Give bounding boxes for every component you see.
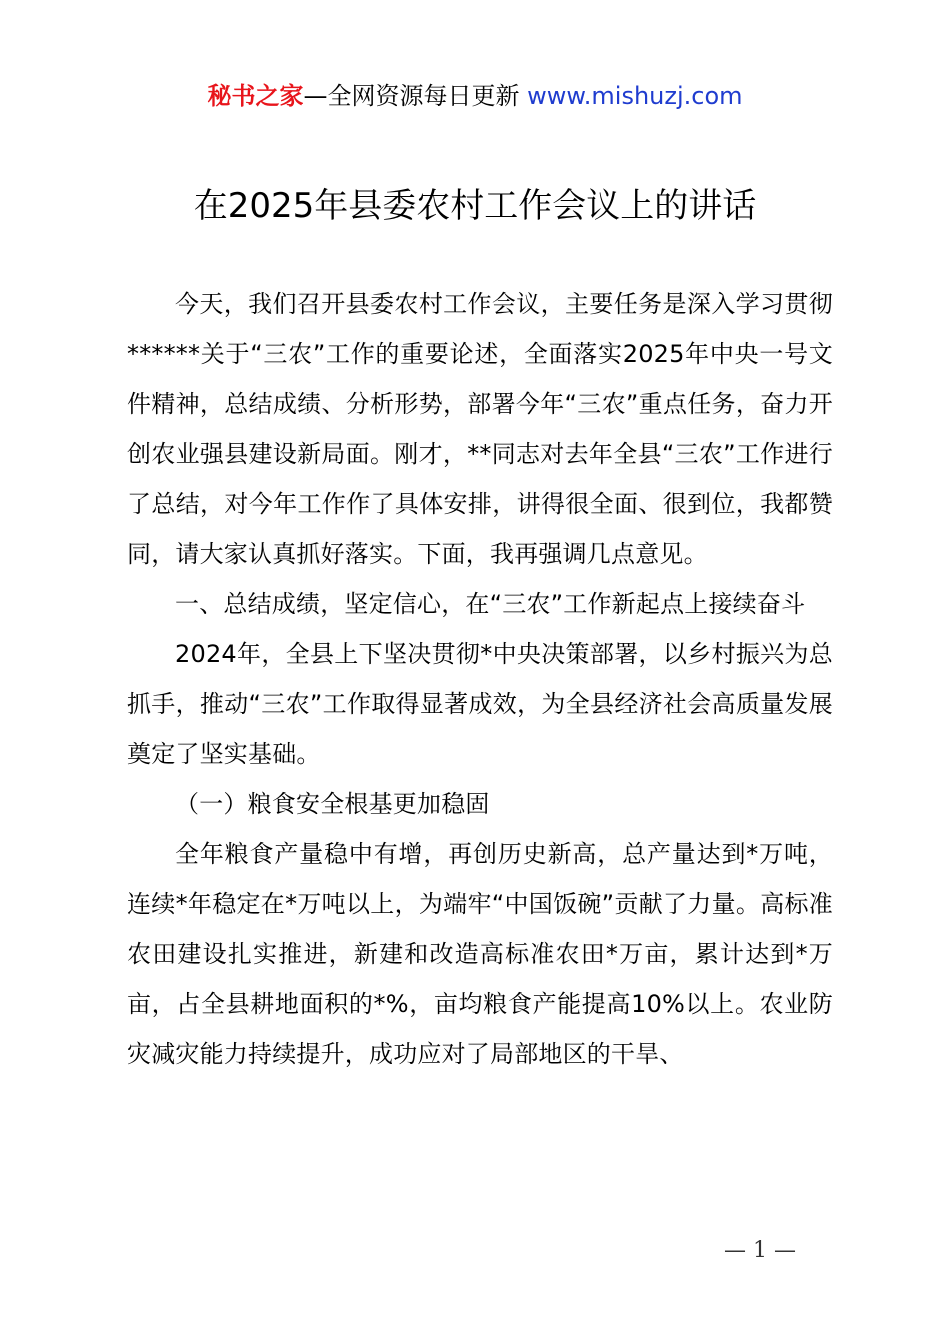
site-header bbox=[0, 80, 950, 112]
document-body bbox=[127, 279, 833, 1079]
paragraph-grain-security: 全年粮食产量稳中有增，再创历史新高，总产量达到*万吨，连续*年稳定在*万吨以上，为端牢“中国饭碗”贡献了力量。高标准农田建设扎实推进，新建和改造高标准农田*万亩，累计达到*万亩，占全县耕地面积的*%，亩均粮食产能提高10%以上。农业防灾减灾能力持续提升，成功应对了局部地区的干旱、 bbox=[127, 840, 833, 1068]
page-number: — 1 — bbox=[724, 1238, 796, 1263]
subsection-heading-1: （一）粮食安全根基更加稳固 bbox=[175, 790, 490, 818]
site-tagline: —全网资源每日更新 bbox=[303, 82, 520, 110]
section-heading-1: 一、总结成绩，坚定信心，在“三农”工作新起点上接续奋斗 bbox=[175, 590, 806, 618]
paragraph-achievements: 2024年，全县上下坚决贯彻*中央决策部署，以乡村振兴为总抓手，推动“三农”工作取得显著成效，为全县经济社会高质量发展奠定了坚实基础。 bbox=[127, 640, 833, 768]
document-title: 在2025年县委农村工作会议上的讲话 bbox=[193, 186, 757, 226]
paragraph-intro: 今天，我们召开县委农村工作会议，主要任务是深入学习贯彻******关于“三农”工作的重要论述，全面落实2025年中央一号文件精神，总结成绩、分析形势，部署今年“三农”重点任务，奋力开创农业强县建设新局面。刚才，**同志对去年全县“三农”工作进行了总结，对今年工作作了具体安排，讲得很全面、很到位，我都赞同，请大家认真抓好落实。下面，我再强调几点意见。 bbox=[127, 290, 833, 568]
site-brand: 秘书之家 bbox=[207, 82, 304, 110]
site-url-link[interactable]: www.mishuzj.com bbox=[527, 82, 743, 110]
